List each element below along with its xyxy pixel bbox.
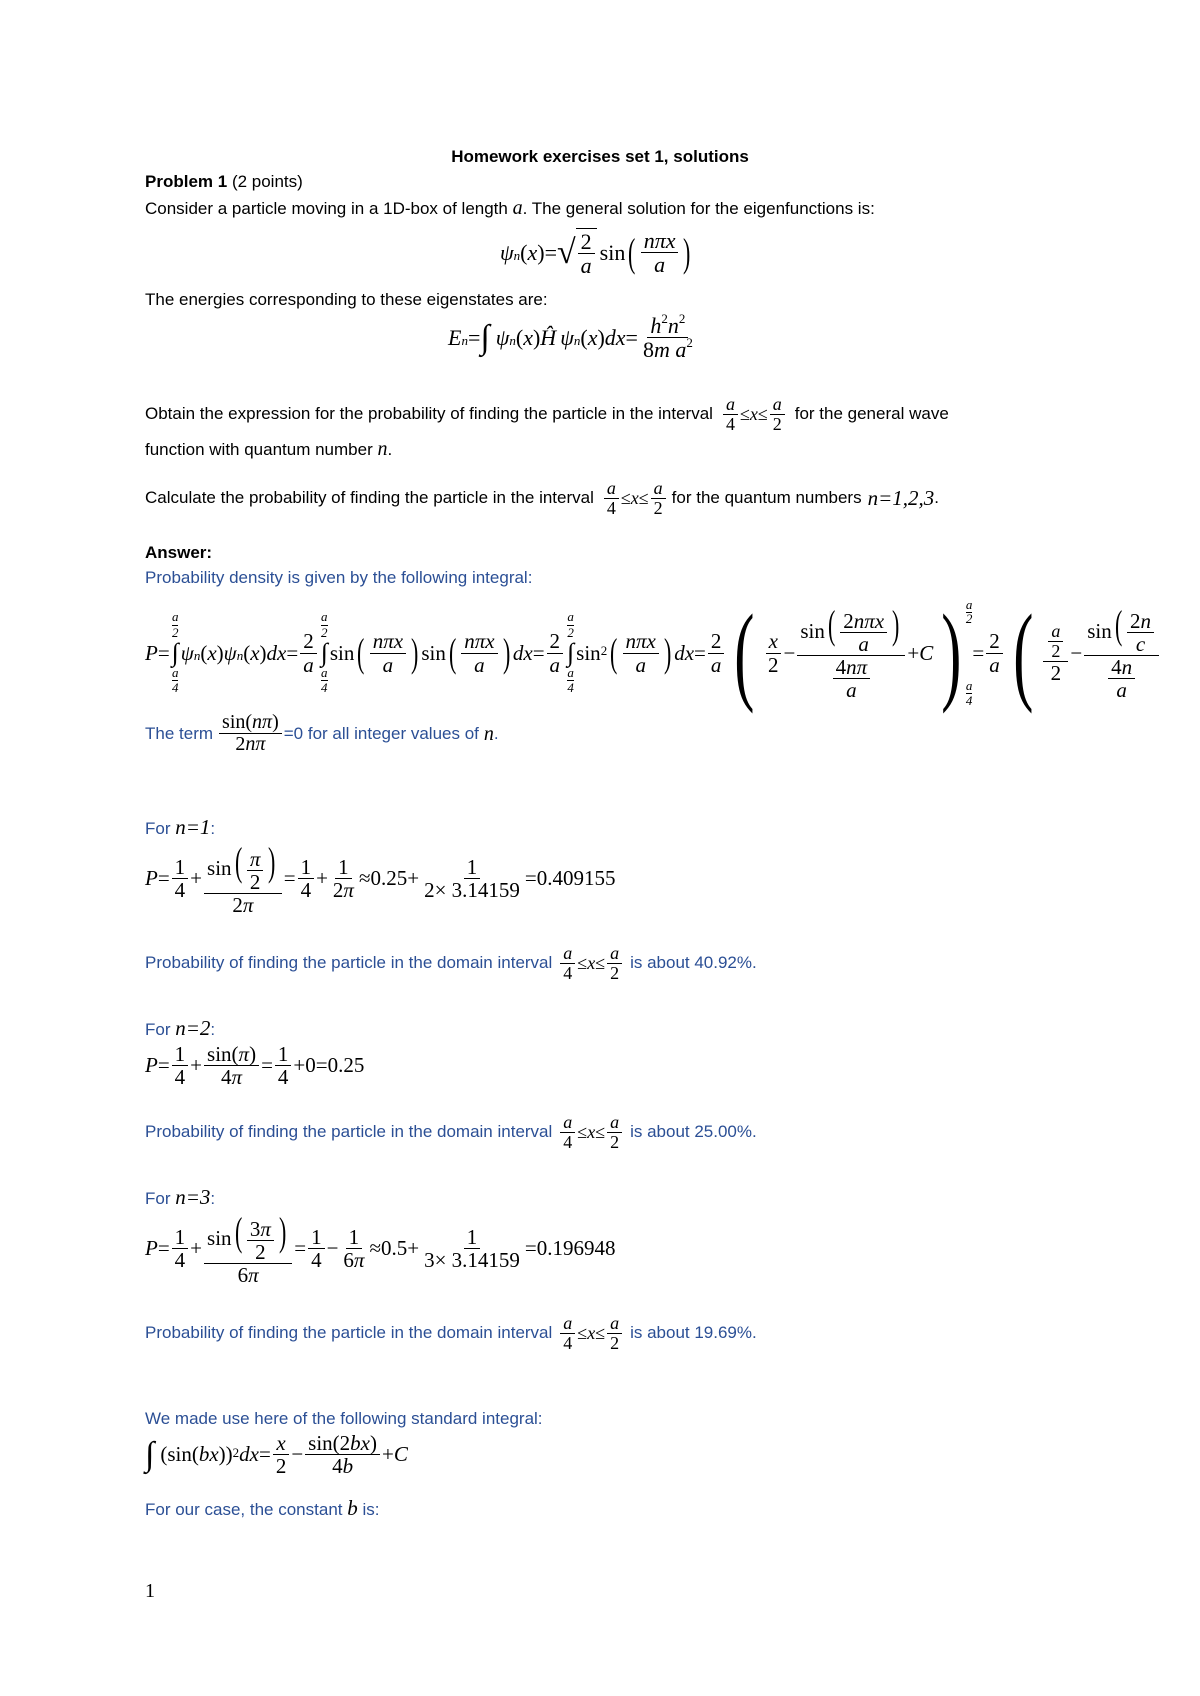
answer-heading: Answer:: [145, 543, 213, 562]
term-text: The term $\frac{\sin(n\pi)}{2n\pi}$ =0 for all integer values of n .: [145, 711, 499, 755]
calc-text: Calculate the probability of finding the particle in the interval $\frac{a}{4}$ ≤ x ≤ $\frac{a}{2}$ for the quantum numbers n=1,2,3 .: [145, 478, 940, 518]
case-2-equation: P = $\frac{1}{4}$ + $\frac{\sin(\pi)}{4\pi}$ = $\frac{1}{4}$ +0=0.25: [145, 1042, 365, 1090]
case-1-label: For n=1:: [145, 815, 216, 839]
standard-integral-text: We made use here of the following standard integral:: [145, 1409, 543, 1428]
case-2-label: For n=2:: [145, 1016, 216, 1040]
problem-heading: Problem 1 (2 points): [145, 172, 303, 191]
energies-text: The energies corresponding to these eigenstates are:: [145, 290, 548, 309]
eigenfunction-equation: ψ $_n$ ( x )= √ $\frac{2}{a}$ sin ( $\frac{\text{nπx}}{a}$ ): [500, 228, 691, 279]
standard-integral-equation: ∫ (sin( bx )) $^2$ dx = $\frac{x}{2}$ − $\frac{\sin(2bx)}{4b}$ + C: [145, 1431, 408, 1479]
case-1-equation: P = $\frac{1}{4}$ + sin( $\frac{\pi}{2}$ ) 2π = $\frac{1}{4}$ + $\frac{1}{2\pi}$ ≈0.25+ $\frac{1}{2\times 3.14159}$ =0.409155: [145, 839, 616, 917]
case-3-probability: Probability of finding the particle in the domain interval $\frac{a}{4}$ ≤ x ≤ $\frac{a}{2}$ is about 19.69%.: [145, 1313, 757, 1353]
page-title: Homework exercises set 1, solutions: [451, 147, 749, 166]
energy-equation: E $_n$ = ∫ ψ $_n$ ( x ) Ĥ ψ $_n$ ( x ) dx = $\frac{h^2n^2}{8m a^2}$: [448, 311, 693, 363]
case-1-probability: Probability of finding the particle in the domain interval $\frac{a}{4}$ ≤ x ≤ $\frac{a}{2}$ is about 40.92%.: [145, 943, 757, 983]
case-2-probability: Probability of finding the particle in the domain interval $\frac{a}{4}$ ≤ x ≤ $\frac{a}{2}$ is about 25.00%.: [145, 1112, 757, 1152]
page-number: 1: [145, 1580, 155, 1602]
probability-integral: P = a 2 ∫ a 4 ψ $_n$ ( x ) ψ $_n$ ( x ) dx = $\frac{2}{a}$ a 2 ∫ a 4 sin ( $\frac{\text{nπx}}{a}$ ) sin ( $\frac{\text{nπx}}{a}$ ) dx = $\frac{2}{a}$ a 2 ∫ a 4 sin $^2$ ( $\frac{\text{nπx}}{a}$ ) dx = $\frac{2}{a}$ ( $\frac{x}{2}$ − sin( $\frac{\text{2nπx}}{a}$ ) $\frac{4n\pi}{a}$ + C ) a 2 a 4 = $\frac{2}{a}$ ( $\frac{\frac{a}{2}}{2}$ − sin( $\frac{2n}{c}$ $\frac{4n}{a}$: [145, 598, 1161, 708]
problem-intro: Consider a particle moving in a 1D-box of length a. The general solution for the eigenfunctions is:: [145, 197, 875, 219]
constant-text: For our case, the constant b is:: [145, 1496, 380, 1520]
case-3-label: For n=3:: [145, 1185, 216, 1209]
density-text: Probability density is given by the following integral:: [145, 568, 533, 587]
function-text: function with quantum number n.: [145, 438, 393, 460]
obtain-text: Obtain the expression for the probability of finding the particle in the interval $\frac{a}{4}$ ≤ x ≤ $\frac{a}{2}$ for the general wave: [145, 394, 949, 434]
case-3-equation: P = $\frac{1}{4}$ + sin( $\frac{3\pi}{2}$ ) 6π = $\frac{1}{4}$ − $\frac{1}{6\pi}$ ≈0.5+ $\frac{1}{3\times 3.14159}$ =0.196948: [145, 1209, 616, 1287]
